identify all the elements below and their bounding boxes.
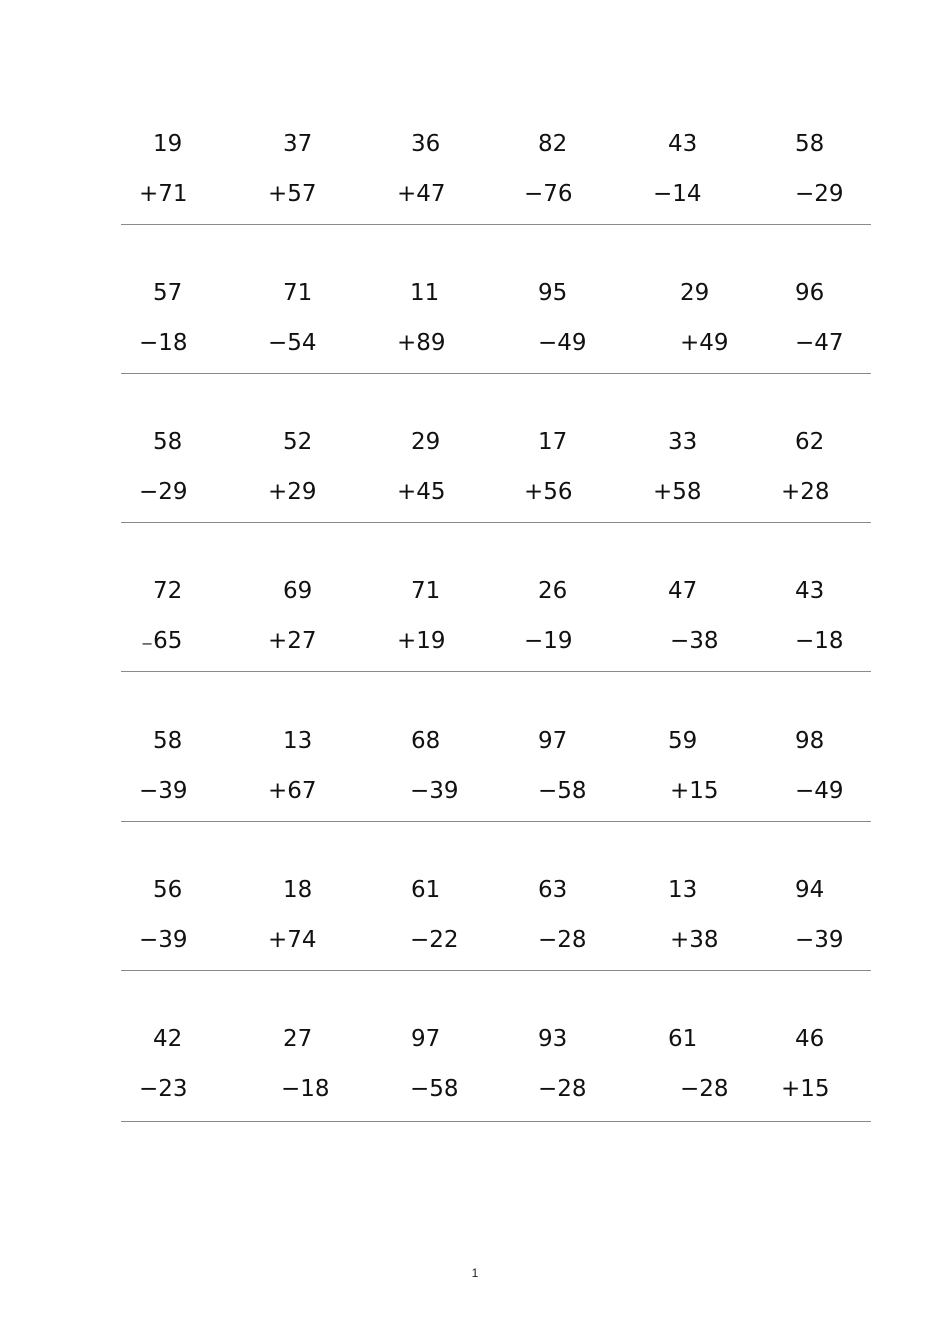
- problem-cell: [121, 125, 871, 225]
- problem-row: [121, 572, 871, 672]
- addend-top: 27: [283, 1026, 313, 1052]
- operand-bottom: −39: [139, 927, 188, 953]
- addend-top: 52: [283, 429, 313, 455]
- addend-top: 19: [153, 131, 183, 157]
- operand-bottom: ₋65: [141, 628, 183, 654]
- operand-bottom: −49: [538, 330, 587, 356]
- addend-top: 63: [538, 877, 568, 903]
- operand-bottom: +89: [397, 330, 446, 356]
- addend-top: 59: [668, 728, 698, 754]
- operand-bottom: −18: [281, 1076, 330, 1102]
- operand-bottom: +71: [139, 181, 188, 207]
- answer-line: [121, 373, 871, 374]
- addend-top: 42: [153, 1026, 183, 1052]
- addend-top: 56: [153, 877, 183, 903]
- operand-bottom: +15: [670, 778, 719, 804]
- problem-cell: [121, 722, 871, 822]
- operand-bottom: −58: [538, 778, 587, 804]
- addend-top: 93: [538, 1026, 568, 1052]
- operand-bottom: −18: [795, 628, 844, 654]
- addend-top: 82: [538, 131, 568, 157]
- operand-bottom: −29: [795, 181, 844, 207]
- problem-cell: [121, 274, 871, 374]
- addend-top: 96: [795, 280, 825, 306]
- addend-top: 58: [153, 728, 183, 754]
- problem-row: [121, 423, 871, 523]
- addend-top: 43: [668, 131, 698, 157]
- operand-bottom: +58: [653, 479, 702, 505]
- operand-bottom: −18: [139, 330, 188, 356]
- problem-cell: [121, 1020, 871, 1120]
- operand-bottom: −76: [524, 181, 573, 207]
- operand-bottom: +19: [397, 628, 446, 654]
- operand-bottom: +45: [397, 479, 446, 505]
- addend-top: 69: [283, 578, 313, 604]
- operand-bottom: −22: [410, 927, 459, 953]
- addend-top: 71: [411, 578, 441, 604]
- addend-top: 46: [795, 1026, 825, 1052]
- answer-line: [121, 522, 871, 523]
- operand-bottom: +47: [397, 181, 446, 207]
- operand-bottom: −54: [268, 330, 317, 356]
- operand-bottom: −19: [524, 628, 573, 654]
- problem-cell: [121, 871, 871, 971]
- addend-top: 33: [668, 429, 698, 455]
- problem-row: [121, 125, 871, 225]
- problem-row: [121, 1020, 871, 1122]
- operand-bottom: −28: [538, 927, 587, 953]
- addend-top: 61: [668, 1026, 698, 1052]
- operand-bottom: −29: [139, 479, 188, 505]
- addend-top: 71: [283, 280, 313, 306]
- addend-top: 57: [153, 280, 183, 306]
- problem-cell: [121, 423, 871, 523]
- operand-bottom: −38: [670, 628, 719, 654]
- addend-top: 43: [795, 578, 825, 604]
- operand-bottom: −49: [795, 778, 844, 804]
- addend-top: 95: [538, 280, 568, 306]
- problem-row: [121, 722, 871, 822]
- operand-bottom: −47: [795, 330, 844, 356]
- problem-row: [121, 274, 871, 374]
- operand-bottom: −39: [139, 778, 188, 804]
- operand-bottom: −23: [139, 1076, 188, 1102]
- answer-line: [121, 821, 871, 822]
- operand-bottom: +38: [670, 927, 719, 953]
- answer-line: [121, 671, 871, 672]
- answer-line: [121, 1121, 871, 1122]
- addend-top: 58: [153, 429, 183, 455]
- operand-bottom: +28: [781, 479, 830, 505]
- addend-top: 26: [538, 578, 568, 604]
- operand-bottom: +57: [268, 181, 317, 207]
- operand-bottom: +74: [268, 927, 317, 953]
- addend-top: 36: [411, 131, 441, 157]
- addend-top: 29: [411, 429, 441, 455]
- operand-bottom: +56: [524, 479, 573, 505]
- problem-cell: [121, 572, 871, 672]
- operand-bottom: −39: [410, 778, 459, 804]
- operand-bottom: +49: [680, 330, 729, 356]
- addend-top: 61: [411, 877, 441, 903]
- addend-top: 58: [795, 131, 825, 157]
- addend-top: 68: [411, 728, 441, 754]
- operand-bottom: +27: [268, 628, 317, 654]
- addend-top: 94: [795, 877, 825, 903]
- problem-row: [121, 871, 871, 971]
- operand-bottom: +67: [268, 778, 317, 804]
- addend-top: 47: [668, 578, 698, 604]
- operand-bottom: +29: [268, 479, 317, 505]
- addend-top: 13: [283, 728, 313, 754]
- operand-bottom: −28: [680, 1076, 729, 1102]
- answer-line: [121, 970, 871, 971]
- addend-top: 72: [153, 578, 183, 604]
- addend-top: 97: [411, 1026, 441, 1052]
- addend-top: 17: [538, 429, 568, 455]
- addend-top: 13: [668, 877, 698, 903]
- addend-top: 18: [283, 877, 313, 903]
- operand-bottom: −14: [653, 181, 702, 207]
- operand-bottom: −39: [795, 927, 844, 953]
- addend-top: 62: [795, 429, 825, 455]
- addend-top: 97: [538, 728, 568, 754]
- answer-line: [121, 224, 871, 225]
- page-number: 1: [471, 1266, 479, 1280]
- operand-bottom: +15: [781, 1076, 830, 1102]
- addend-top: 29: [680, 280, 710, 306]
- operand-bottom: −28: [538, 1076, 587, 1102]
- addend-top: 37: [283, 131, 313, 157]
- addend-top: 98: [795, 728, 825, 754]
- addend-top: 11: [410, 280, 440, 306]
- operand-bottom: −58: [410, 1076, 459, 1102]
